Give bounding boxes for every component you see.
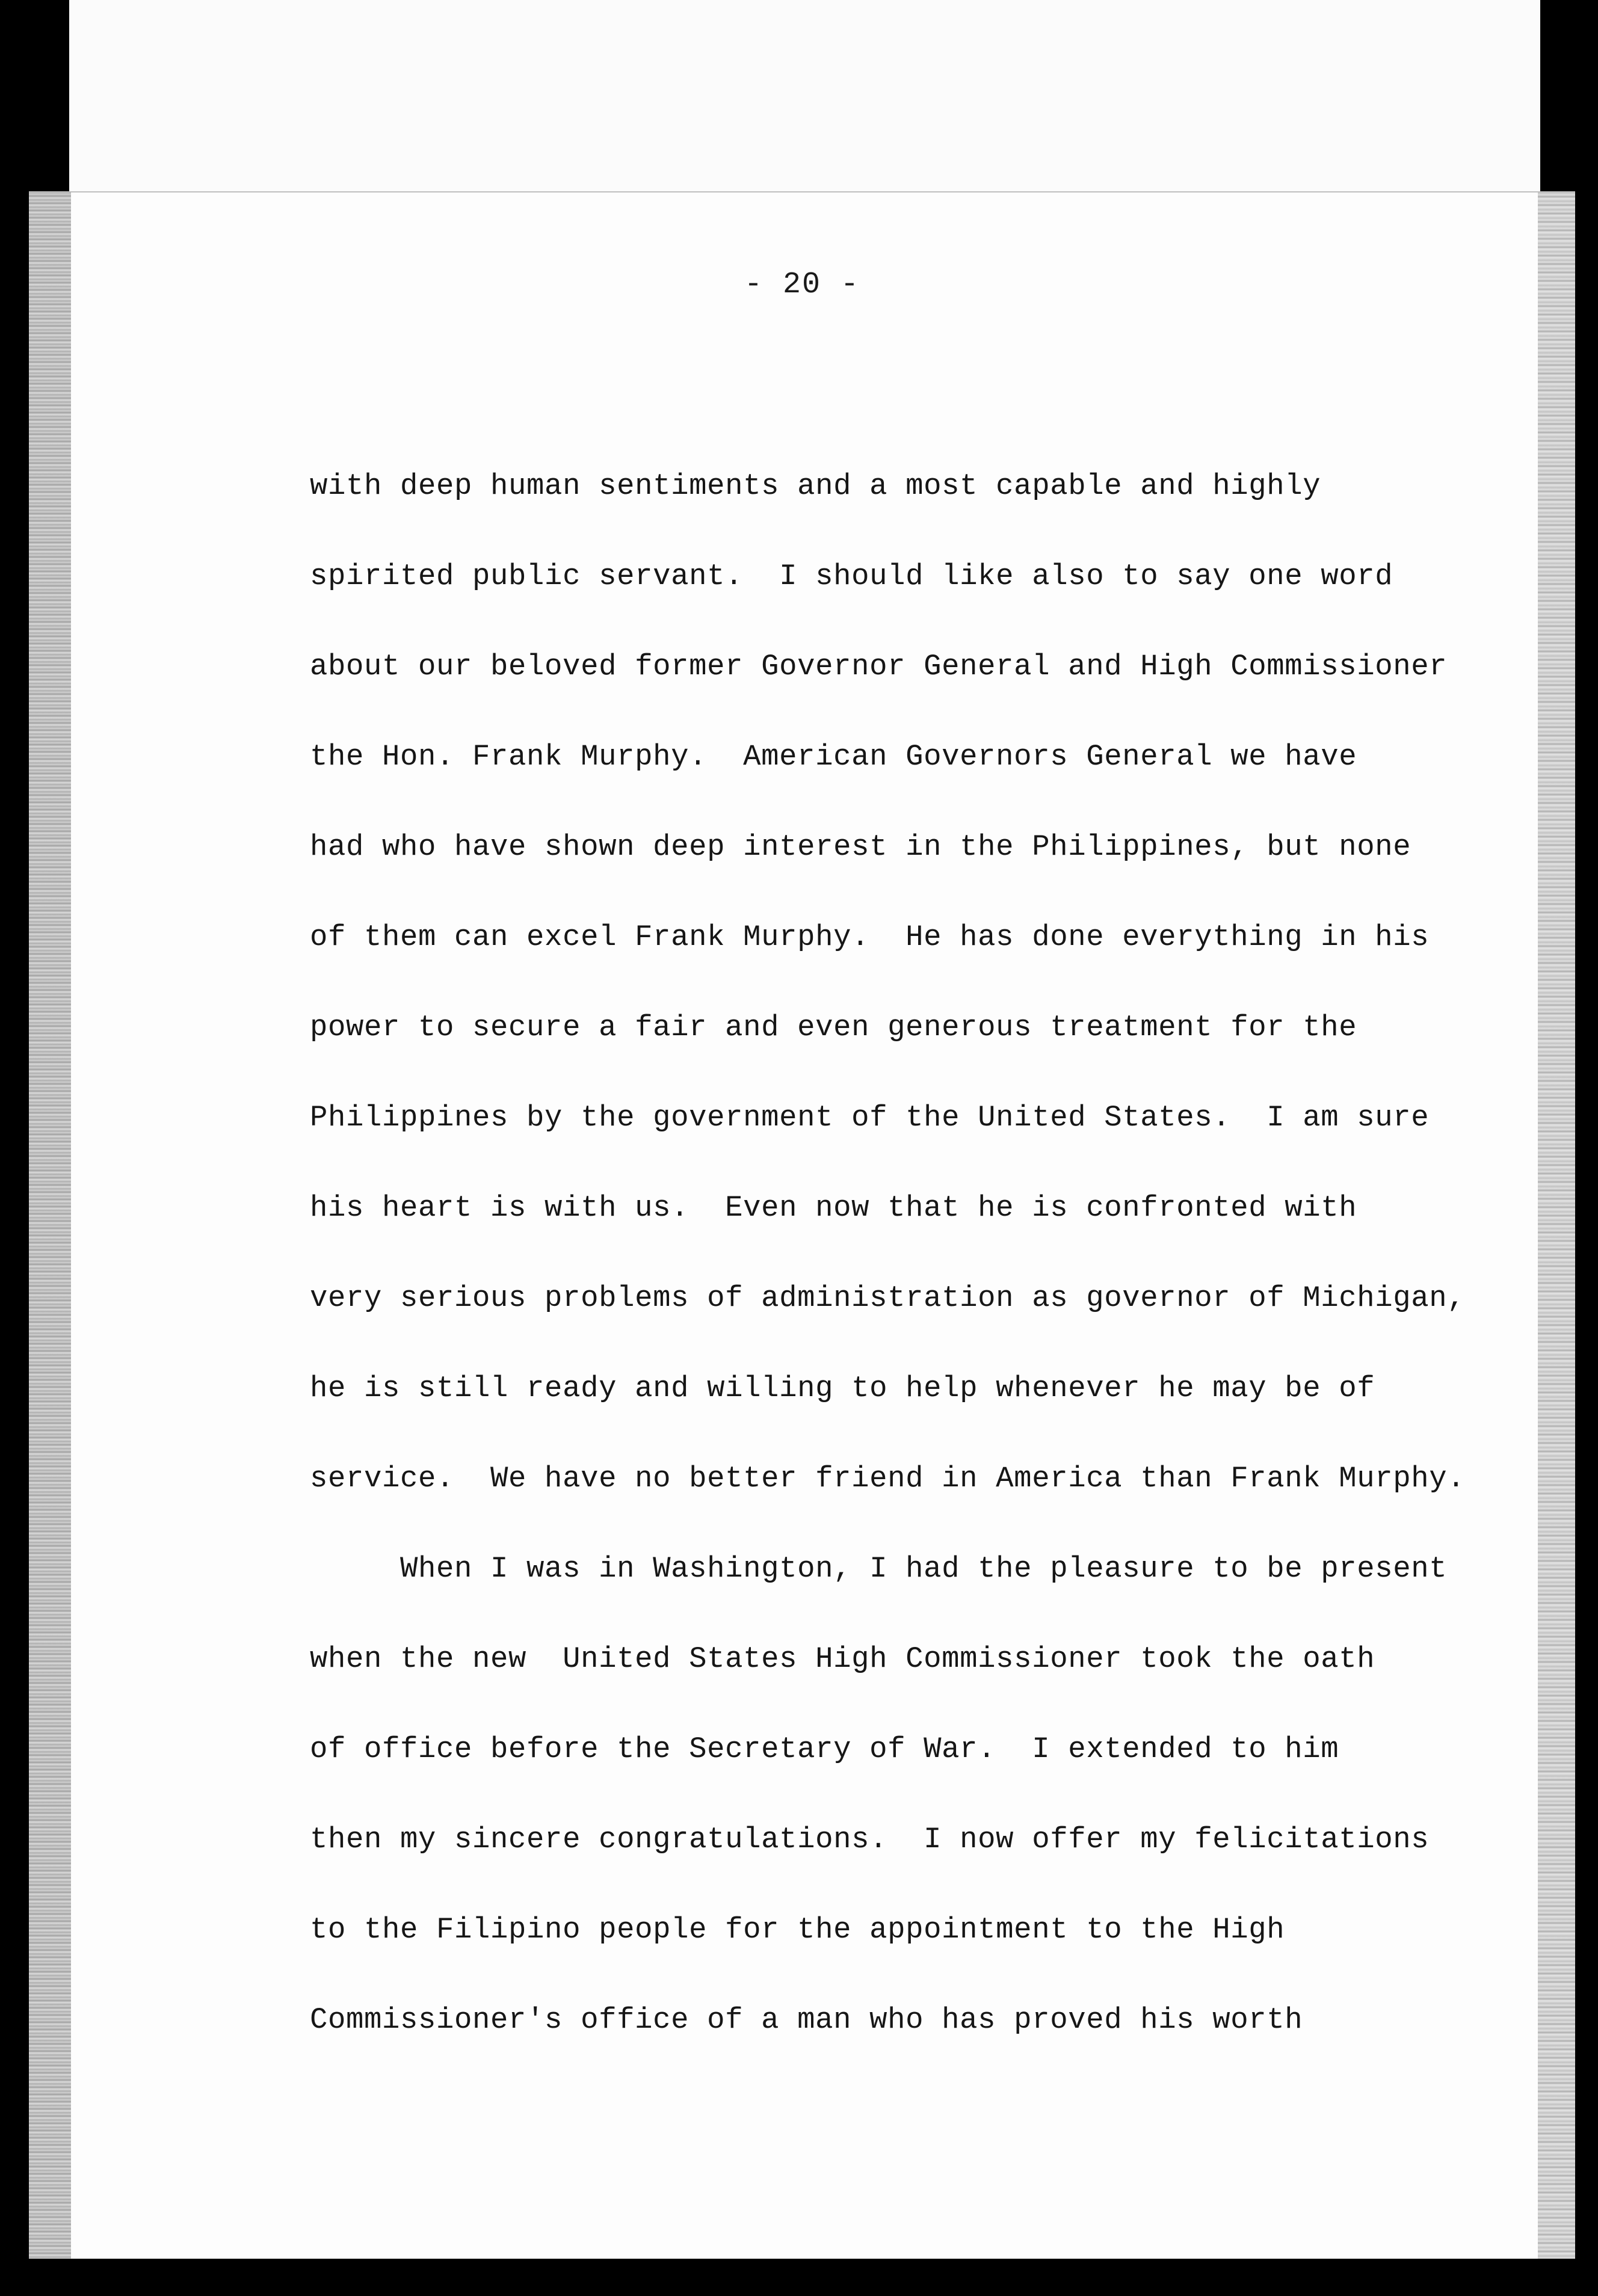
text-line: power to secure a fair and even generous treatment for the	[310, 1011, 1357, 1044]
text-line: of them can excel Frank Murphy. He has done everything in his	[310, 920, 1430, 954]
text-line: service. We have no better friend in America than Frank Murphy.	[310, 1462, 1466, 1495]
text-line: spirited public servant. I should like also to say one word	[310, 559, 1393, 593]
text-line: about our beloved former Governor General and High Commissioner	[310, 650, 1448, 683]
back-sheet	[69, 0, 1540, 205]
text-line: then my sincere congratulations. I now offer my felicitations	[310, 1823, 1430, 1856]
text-line: when the new United States High Commissioner took the oath	[310, 1642, 1375, 1676]
text-line: with deep human sentiments and a most capable and highly	[310, 469, 1321, 503]
page-edge-right	[1538, 192, 1575, 2259]
text-line: When I was in Washington, I had the pleasure to be present	[310, 1552, 1448, 1586]
text-line: Philippines by the government of the United States. I am sure	[310, 1101, 1430, 1134]
document-page	[29, 191, 1575, 2259]
text-line: Commissioner's office of a man who has proved his worth	[310, 2003, 1303, 2037]
text-line: of office before the Secretary of War. I extended to him	[310, 1732, 1339, 1766]
text-line: his heart is with us. Even now that he is confronted with	[310, 1191, 1357, 1225]
text-line: to the Filipino people for the appointment to the High	[310, 1913, 1285, 1947]
page-number: - 20 -	[744, 268, 860, 302]
text-line: very serious problems of administration as governor of Michigan,	[310, 1281, 1466, 1315]
page-edge-left	[29, 192, 71, 2259]
text-line: the Hon. Frank Murphy. American Governors General we have	[310, 740, 1357, 774]
text-line: had who have shown deep interest in the Philippines, but none	[310, 830, 1411, 864]
text-line: he is still ready and willing to help whenever he may be of	[310, 1371, 1375, 1405]
